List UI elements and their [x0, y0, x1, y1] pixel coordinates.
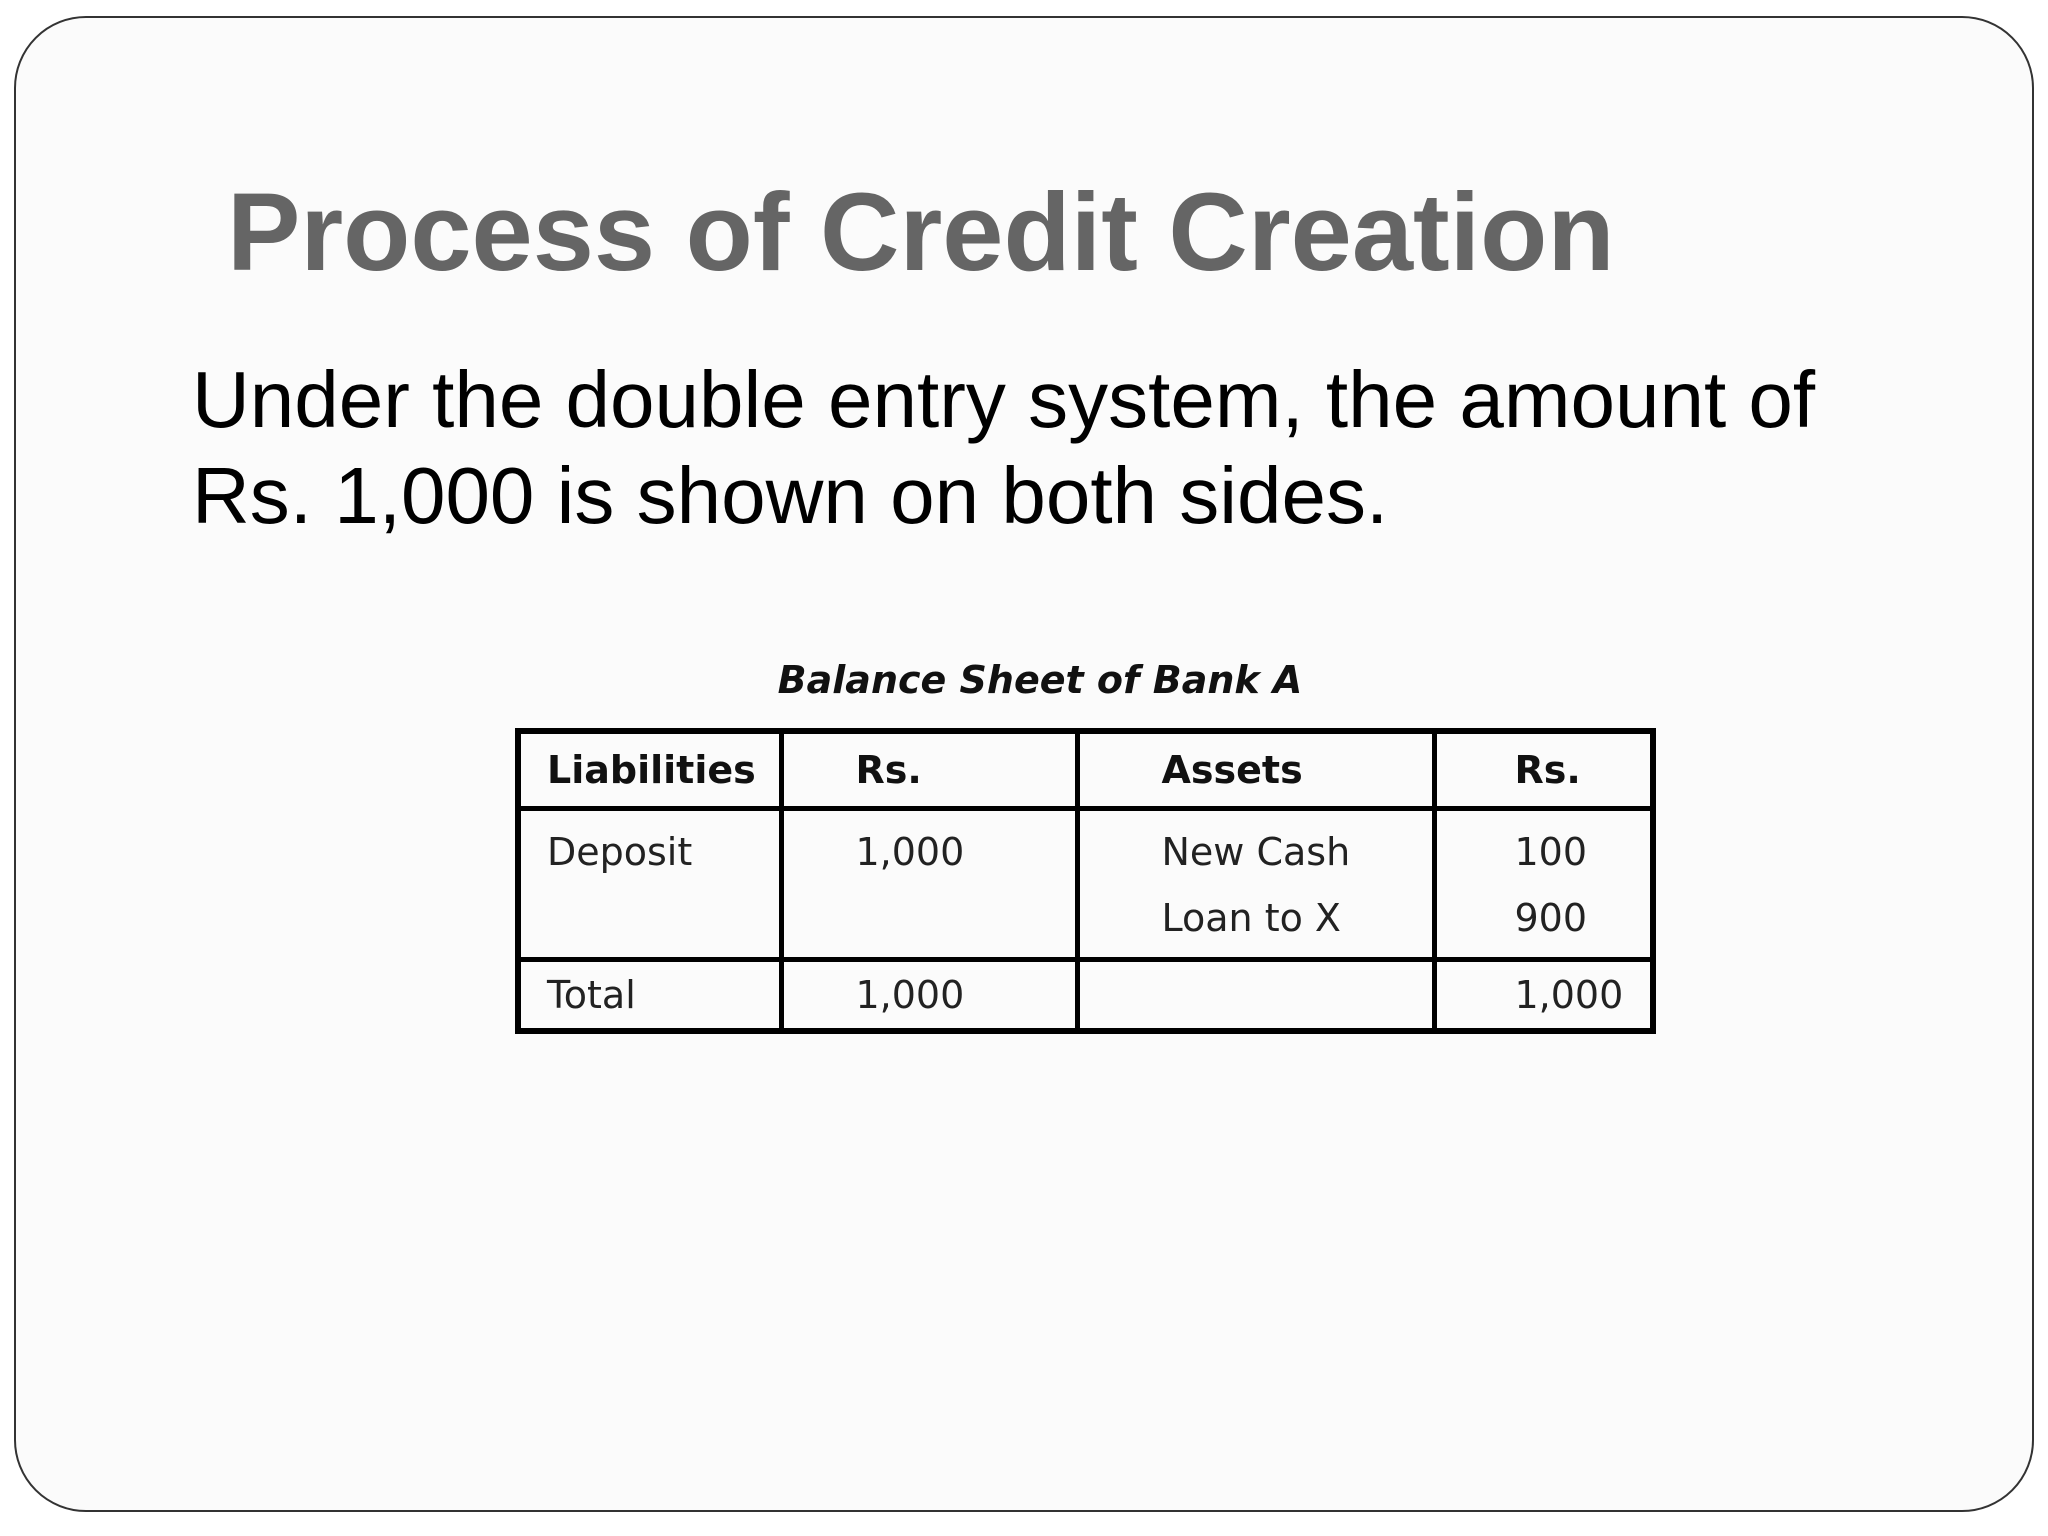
- header-liabilities: Liabilities: [518, 731, 781, 809]
- asset-item: New Cash: [1161, 830, 1351, 874]
- header-assets-rs: Rs.: [1434, 731, 1653, 809]
- total-label: Total: [518, 960, 781, 1032]
- slide-title: Process of Credit Creation: [227, 171, 1615, 294]
- asset-amounts-cell: [1434, 809, 1653, 960]
- header-assets: Assets: [1077, 731, 1434, 809]
- table-row: [518, 809, 1653, 960]
- header-liabilities-rs: Rs.: [781, 731, 1077, 809]
- table-header-row: [518, 731, 1653, 809]
- table-caption: Balance Sheet of Bank A: [777, 658, 1303, 702]
- liability-item: Deposit: [547, 830, 693, 874]
- liability-amount-cell: [781, 809, 1077, 960]
- liability-amount: 1,000: [855, 830, 965, 874]
- slide-body-text: Under the double entry system, the amount of Rs. 1,000 is shown on both sides.: [192, 355, 1816, 540]
- total-assets-amount: 1,000: [1434, 960, 1653, 1032]
- asset-amount: 100: [1514, 830, 1588, 874]
- liability-item-cell: [518, 809, 781, 960]
- table-total-row: [518, 960, 1653, 1032]
- balance-sheet-table: [515, 728, 1656, 1034]
- asset-amount: 900: [1514, 896, 1588, 940]
- total-assets-label: [1077, 960, 1434, 1032]
- total-liabilities-amount: 1,000: [781, 960, 1077, 1032]
- asset-items-cell: [1077, 809, 1434, 960]
- asset-item: Loan to X: [1161, 896, 1341, 940]
